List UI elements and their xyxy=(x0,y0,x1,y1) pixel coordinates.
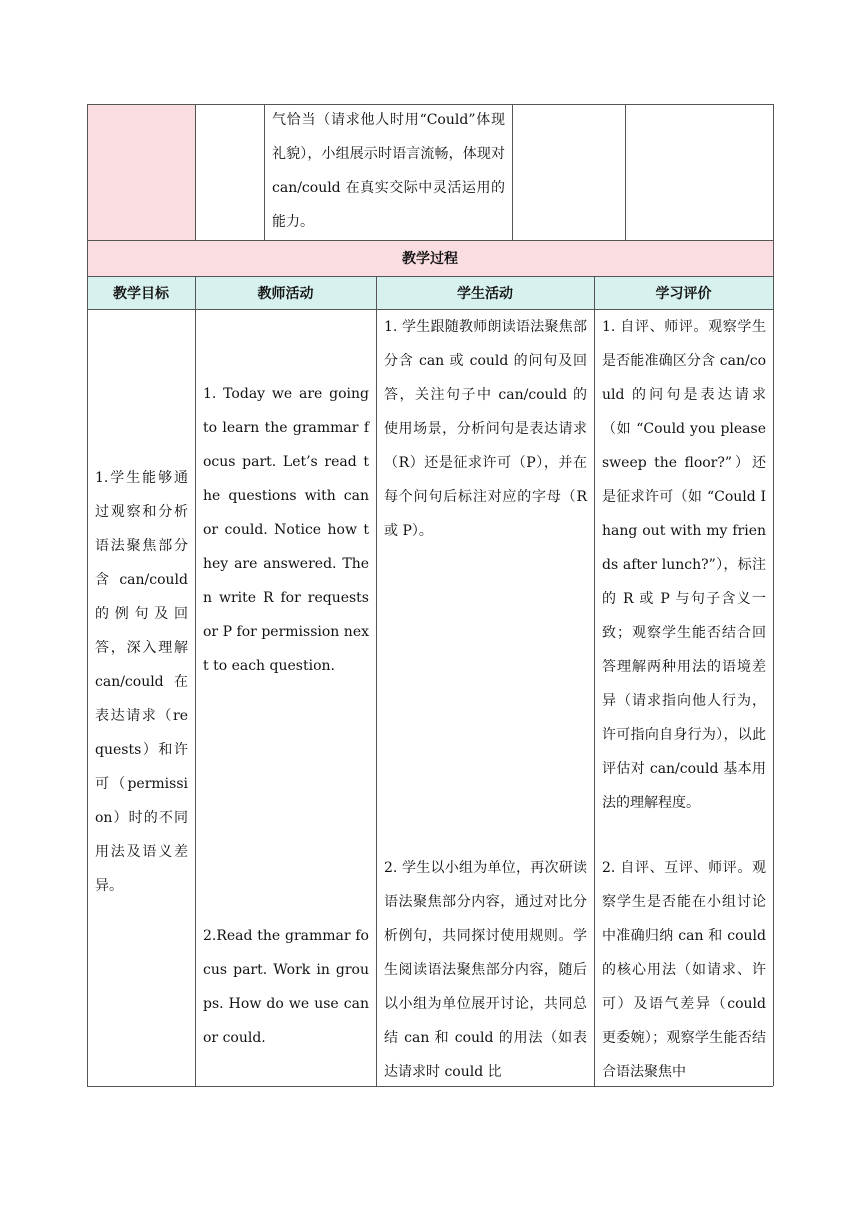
main-divider-2 xyxy=(376,276,377,1086)
top-row-pink-cell xyxy=(87,104,195,240)
section-title: 教学过程 xyxy=(402,251,458,267)
header-goal: 教学目标 xyxy=(113,285,169,302)
evaluation-2: 2. 自评、互评、师评。观察学生是否能在小组讨论中准确归纳 can 和 could 的核心用法（如请求、许可）及语气差异（could 更委婉）；观察学生能否结合语法聚焦中 xyxy=(602,860,766,1080)
top-row-divider-2 xyxy=(264,104,265,240)
header-student: 学生活动 xyxy=(457,285,513,302)
table-border-bottom xyxy=(87,1086,773,1087)
student-activity-1: 1. 学生跟随教师朗读语法聚焦部分含 can 或 could 的问句及回答，关注句子中 can/could 的使用场景，分析问句是表达请求（R）还是征求许可（P），并在每个问句后标注对应的字母（R 或 P）。 xyxy=(384,319,587,539)
top-row-divider-1 xyxy=(195,104,196,240)
main-divider-1 xyxy=(195,276,196,1086)
table-border-right xyxy=(773,104,774,1086)
teacher-activity-1: 1. Today we are going to learn the grammar focus part. Let’s read the questions with can or could. Notice how they are answered. Then write R for requests or P for permission next to each question. xyxy=(203,386,369,674)
evaluation-1: 1. 自评、师评。观察学生是否能准确区分含 can/could 的问句是表达请求（如 “Could you please sweep the floor?”）还是征求许可（如 “Could I hang out with my friends after lunch?”），标注的 R 或 P 与句子含义一致；观察学生能否结合回答理解两种用法的语境差异（请求指向他人行为，许可指向自身行为），以此评估对 can/could 基本用法的理解程度。 xyxy=(602,319,766,811)
top-row-divider-3 xyxy=(512,104,513,240)
header-evaluation: 学习评价 xyxy=(655,285,712,302)
header-teacher: 教师活动 xyxy=(257,285,314,302)
teacher-activity-2: 2.Read the grammar focus part. Work in groups. How do we use can or could. xyxy=(203,928,369,1046)
main-divider-3 xyxy=(594,276,595,1086)
top-row-divider-4 xyxy=(625,104,626,240)
top-row-evaluation-text: 气恰当（请求他人时用“Could”体现礼貌），小组展示时语言流畅，体现对 can/could 在真实交际中灵活运用的能力。 xyxy=(272,112,505,230)
goal-text: 1.学生能够通过观察和分析语法聚焦部分含 can/could 的例句及回答，深入理解 can/could 在表达请求（requests）和许可（permission）时的不同用法及语义差异。 xyxy=(95,470,188,894)
student-activity-2: 2. 学生以小组为单位，再次研读语法聚焦部分内容，通过对比分析例句，共同探讨使用规则。学生阅读语法聚焦部分内容，随后以小组为单位展开讨论，共同总结 can 和 could 的用法（如表达请求时 could 比 xyxy=(384,860,587,1080)
